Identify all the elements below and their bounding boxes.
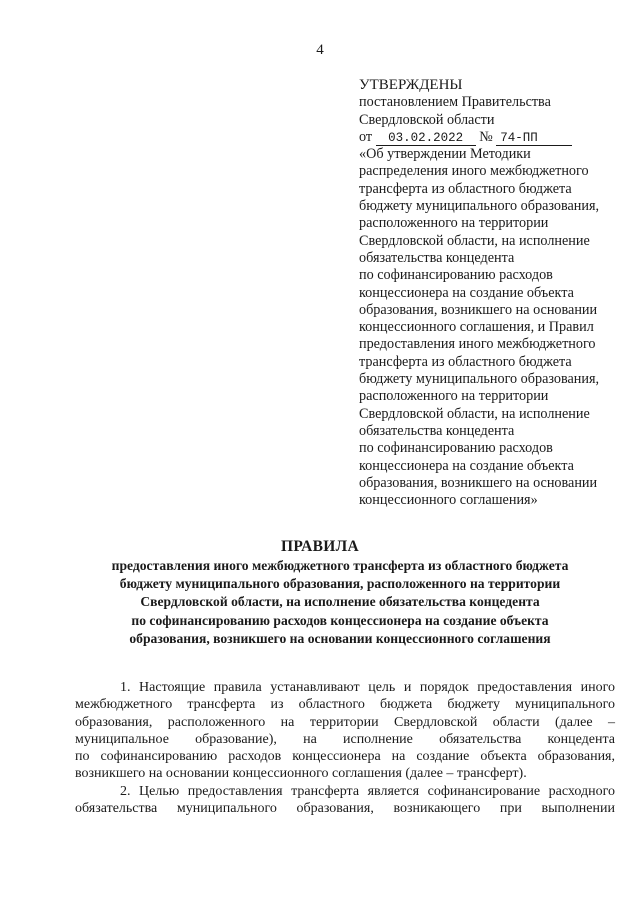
approval-title-line: концессионного соглашения, и Правил — [359, 319, 594, 336]
approval-block — [359, 77, 629, 509]
paragraph-2 — [75, 783, 615, 818]
number-prefix: № — [479, 128, 493, 145]
approval-heading: УТВЕРЖДЕНЫ — [359, 77, 463, 93]
rules-subtitle — [60, 557, 620, 648]
approval-number: 74-ПП — [496, 131, 572, 146]
approval-date: 03.02.2022 — [376, 131, 476, 146]
approval-title-line: расположенного на территории — [359, 388, 549, 405]
approval-title-line: «Об утверждении Методики — [359, 146, 531, 163]
approval-title-line: по софинансированию расходов — [359, 440, 553, 457]
approval-title-line: трансферта из областного бюджета — [359, 180, 572, 197]
approval-title-line: Свердловской области, на исполнение — [359, 405, 590, 422]
approval-title-line: предоставления иного межбюджетного — [359, 336, 596, 353]
rules-subtitle-line: образования, возникшего на основании концессионного соглашения — [129, 630, 551, 646]
approval-title-line: распределения иного межбюджетного — [359, 163, 589, 180]
rules-title: ПРАВИЛА — [281, 538, 359, 555]
rules-subtitle-line: предоставления иного межбюджетного трансферта из областного бюджета — [111, 558, 569, 573]
rules-subtitle-line: по софинансированию расходов концессионера на создание объекта — [131, 612, 549, 628]
paragraph-line: обязательства муниципального образования, возникающего при выполнении — [75, 801, 615, 817]
approval-title-line: бюджету муниципального образования, — [359, 371, 600, 388]
approval-title-line: Свердловской области, на исполнение — [359, 232, 590, 249]
approval-title-line: концессионера на создание объекта — [359, 284, 574, 301]
page-number: 4 — [316, 42, 324, 58]
approval-line: постановлением Правительства — [359, 94, 551, 111]
approval-title-line: расположенного на территории — [359, 215, 549, 232]
paragraph-line: образования, расположенного на территории Свердловской области (далее – — [75, 714, 615, 730]
paragraph-line: 1. Настоящие правила устанавливают цель и порядок предоставления иного — [120, 680, 615, 695]
approval-title-line: образования, возникшего на основании — [359, 301, 598, 318]
approval-title-line: бюджету муниципального образования, — [359, 198, 600, 215]
approval-date-line — [359, 129, 629, 146]
date-prefix: от — [359, 128, 373, 145]
rules-subtitle-line: бюджету муниципального образования, расположенного на территории — [119, 576, 561, 592]
approval-title-line: по софинансированию расходов — [359, 267, 553, 284]
body-text — [75, 679, 615, 817]
approval-title — [359, 146, 629, 509]
paragraph-line: 2. Целью предоставления трансферта является софинансирование расходного — [120, 783, 615, 799]
approval-title-line: обязательства концедента — [359, 422, 515, 439]
approval-line: Свердловской области — [359, 111, 495, 128]
paragraph-line: возникшего на основании концессионного соглашения (далее – трансферт). — [75, 766, 527, 782]
paragraph-line: по софинансированию расходов концессионера на создание объекта образования, — [75, 749, 615, 765]
approval-title-line: обязательства концедента — [359, 249, 515, 266]
paragraph-line: межбюджетного трансферта из областного бюджета бюджету муниципального — [75, 697, 615, 713]
approval-title-line: образования, возникшего на основании — [359, 474, 598, 491]
approval-title-line: концессионера на создание объекта — [359, 457, 574, 474]
approval-title-line: трансферта из областного бюджета — [359, 353, 572, 370]
paragraph-line: муниципальное образование), на исполнение обязательства концедента — [75, 731, 615, 747]
approval-title-line: концессионного соглашения» — [359, 492, 538, 509]
paragraph-1 — [75, 679, 615, 783]
rules-subtitle-line: Свердловской области, на исполнение обязательства концедента — [140, 594, 540, 610]
